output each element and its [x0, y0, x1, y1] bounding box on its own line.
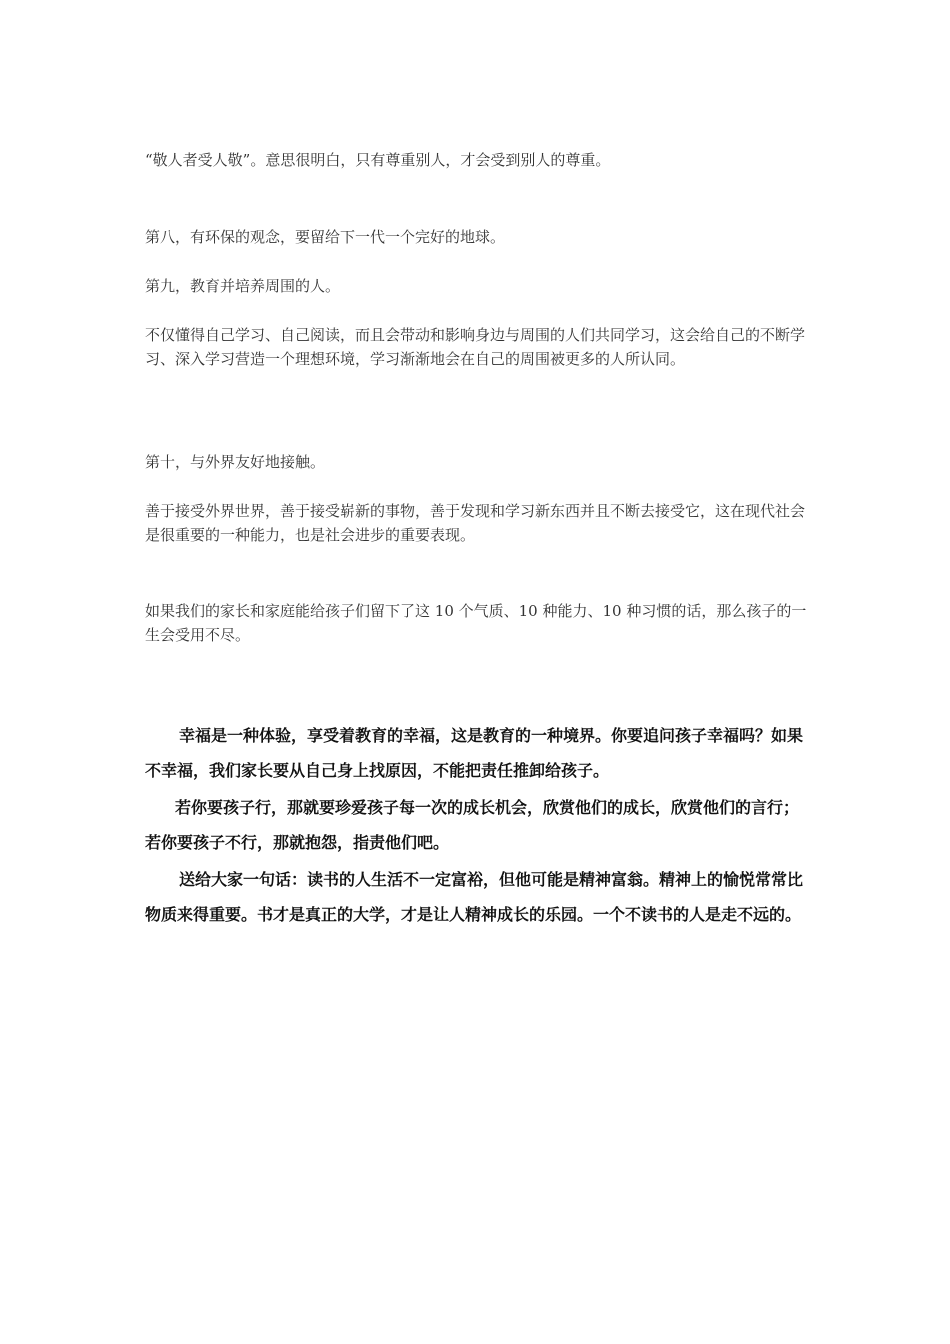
paragraph-respect: “敬人者受人敬”。意思很明白，只有尊重别人，才会受到别人的尊重。 [145, 151, 611, 169]
bold-paragraph-cherish: 若你要孩子行，那就要珍爱孩子每一次的成长机会，欣赏他们的成长，欣赏他们的言行；若你要孩子不行，那就抱怨，指责他们吧。 [145, 798, 800, 852]
bold-paragraph-happiness: 幸福是一种体验，享受着教育的幸福，这是教育的一种境界。你要追问孩子幸福吗？如果不幸福，我们家长要从自己身上找原因，不能把责任推卸给孩子。 [145, 726, 804, 780]
paragraph-conclusion: 如果我们的家长和家庭能给孩子们留下了这 10 个气质、10 种能力、10 种习惯的话，那么孩子的一生会受用不尽。 [145, 602, 807, 644]
bold-paragraph-reading: 送给大家一句话：读书的人生活不一定富裕，但他可能是精神富翁。精神上的愉悦常常比物质来得重要。书才是真正的大学，才是让人精神成长的乐园。一个不读书的人是走不远的。 [145, 870, 804, 924]
paragraph-eighth: 第八，有环保的观念，要留给下一代一个完好的地球。 [145, 228, 506, 246]
paragraph-ninth: 第九，教育并培养周围的人。 [145, 277, 341, 295]
paragraph-ninth-detail: 不仅懂得自己学习、自己阅读，而且会带动和影响身边与周围的人们共同学习，这会给自己的不断学习、深入学习营造一个理想环境，学习渐渐地会在自己的周围被更多的人所认同。 [145, 326, 806, 368]
paragraph-tenth-detail: 善于接受外界世界，善于接受崭新的事物，善于发现和学习新东西并且不断去接受它，这在现代社会是很重要的一种能力，也是社会进步的重要表现。 [145, 502, 806, 544]
paragraph-tenth: 第十，与外界友好地接触。 [145, 453, 326, 471]
